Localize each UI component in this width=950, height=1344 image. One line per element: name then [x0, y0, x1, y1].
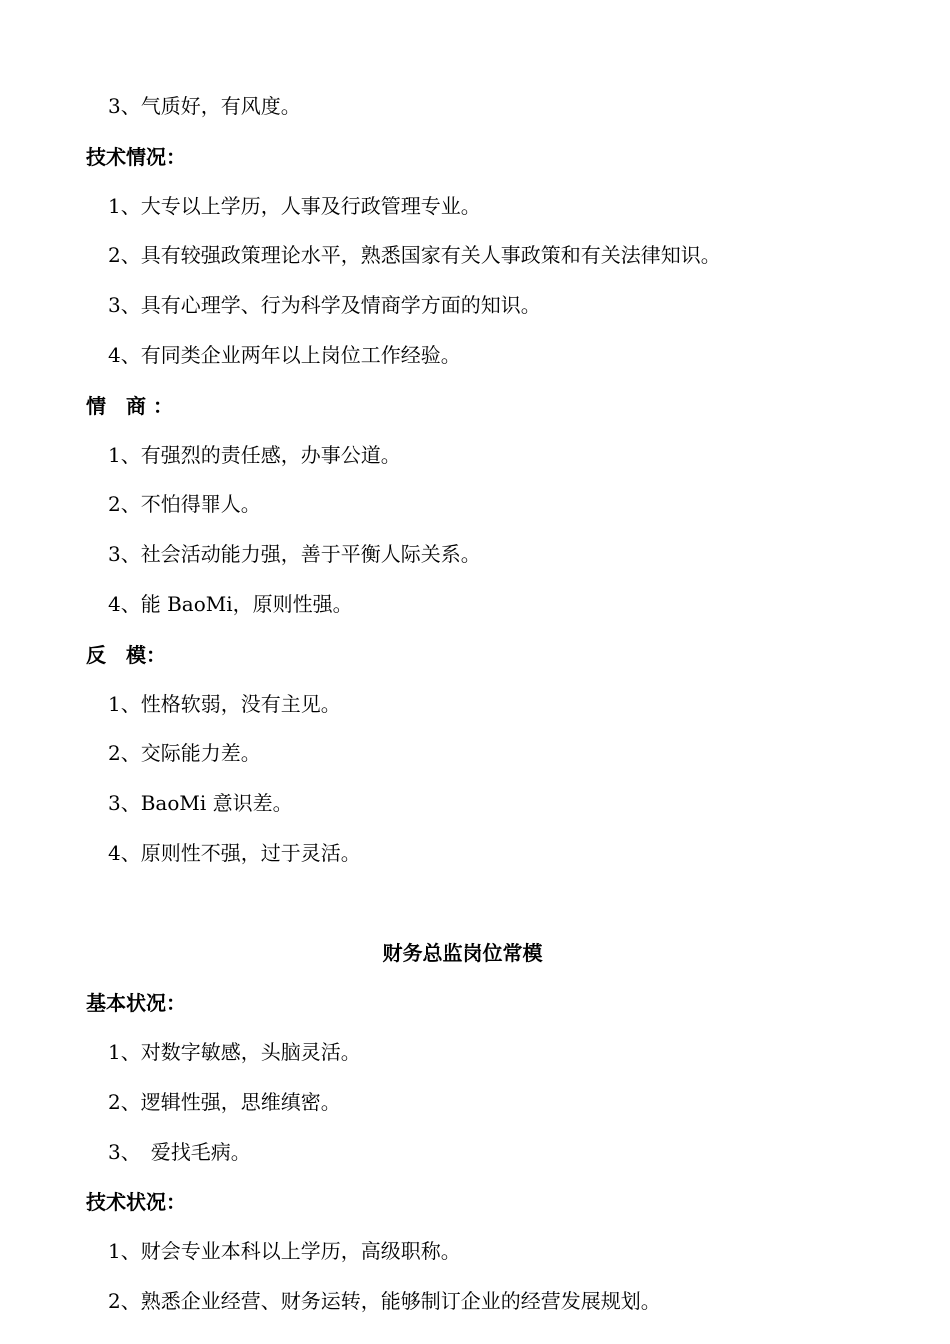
- section-heading-anti: 反 模：: [86, 643, 166, 667]
- section-heading-eq: 情 商 ：: [86, 394, 173, 418]
- list-item: 3、具有心理学、行为科学及情商学方面的知识。: [108, 293, 541, 317]
- list-item: 2、具有较强政策理论水平，熟悉国家有关人事政策和有关法律知识。: [108, 243, 721, 267]
- list-item: 1、财会专业本科以上学历，高级职称。: [108, 1239, 461, 1263]
- list-item: 2、逻辑性强，思维缜密。: [108, 1090, 341, 1114]
- list-item: 1、有强烈的责任感，办事公道。: [108, 443, 401, 467]
- list-item: 3、BaoMi 意识差。: [108, 791, 293, 815]
- list-item: 4、有同类企业两年以上岗位工作经验。: [108, 343, 461, 367]
- section-title: 财务总监岗位常模: [382, 941, 543, 965]
- list-item: 4、能 BaoMi，原则性强。: [108, 592, 353, 616]
- list-item: 1、对数字敏感，头脑灵活。: [108, 1040, 361, 1064]
- section-heading-tech: 技术情况：: [86, 145, 186, 169]
- list-item: 3、 爱找毛病。: [108, 1140, 251, 1164]
- list-item: 1、性格软弱，没有主见。: [108, 692, 341, 716]
- list-item: 1、大专以上学历，人事及行政管理专业。: [108, 194, 481, 218]
- list-item: 3、社会活动能力强，善于平衡人际关系。: [108, 542, 481, 566]
- list-item: 3、气质好，有风度。: [108, 94, 301, 118]
- list-item: 2、熟悉企业经营、财务运转，能够制订企业的经营发展规划。: [108, 1289, 661, 1313]
- section-heading-tech-2: 技术状况：: [86, 1190, 186, 1214]
- list-item: 2、交际能力差。: [108, 741, 261, 765]
- section-heading-basic: 基本状况：: [86, 991, 186, 1015]
- list-item: 4、原则性不强，过于灵活。: [108, 841, 361, 865]
- list-item: 2、不怕得罪人。: [108, 492, 261, 516]
